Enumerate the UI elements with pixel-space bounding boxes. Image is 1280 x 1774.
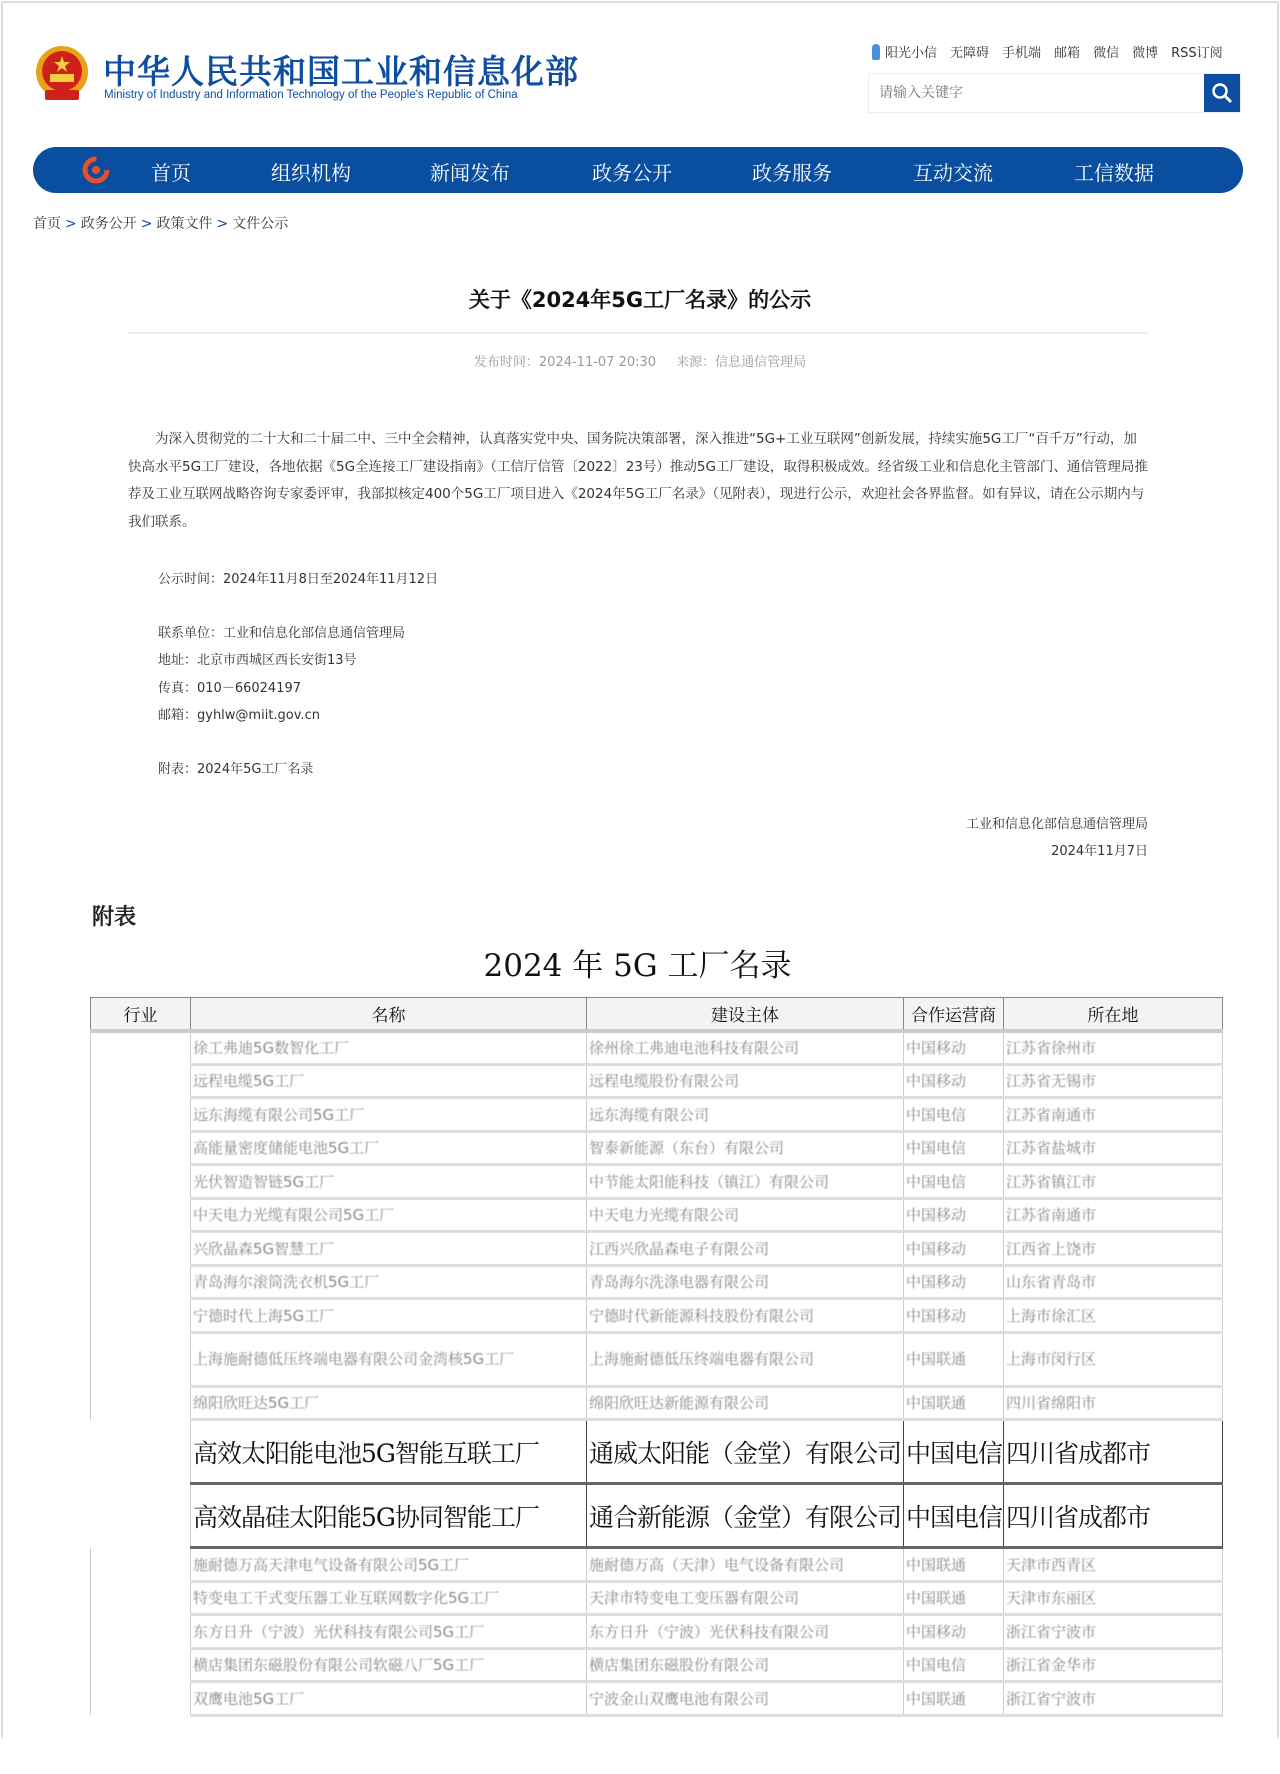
cell-operator: 中国移动 (904, 1232, 1004, 1266)
table-row (91, 1299, 1223, 1333)
cell-location: 四川省成都市 (1004, 1420, 1223, 1484)
cell-name: 施耐德万高天津电气设备有限公司5G工厂 (191, 1548, 587, 1582)
divider (128, 332, 1148, 334)
cell-industry (91, 1648, 191, 1682)
cell-name: 宁德时代上海5G工厂 (191, 1299, 587, 1333)
breadcrumb: 首页 > 政务公开 > 政策文件 > 文件公示 (33, 216, 289, 232)
table-row (91, 1232, 1223, 1266)
cell-builder: 宁波金山双鹰电池有限公司 (587, 1682, 904, 1716)
cell-builder: 中天电力光缆有限公司 (587, 1198, 904, 1232)
table-row (91, 1265, 1223, 1299)
cell-industry (91, 1615, 191, 1649)
sunshine-icon (872, 44, 880, 60)
cell-industry (91, 1232, 191, 1266)
cell-operator: 中国电信 (904, 1131, 1004, 1165)
top-link-sunshine[interactable]: 阳光小信 (885, 46, 938, 61)
cell-builder: 施耐德万高（天津）电气设备有限公司 (587, 1548, 904, 1582)
cell-industry (91, 1131, 191, 1165)
table-row (91, 1031, 1223, 1065)
cell-name: 高效太阳能电池5G智能互联工厂 (191, 1420, 587, 1484)
cell-name: 高能量密度储能电池5G工厂 (191, 1131, 587, 1165)
main-nav (33, 147, 1243, 193)
nav-organization[interactable]: 组织机构 (271, 161, 351, 185)
cell-industry (91, 1484, 191, 1548)
table-row (91, 1332, 1223, 1386)
ministry-logo-icon (81, 155, 111, 185)
nav-home[interactable]: 首页 (151, 161, 191, 185)
breadcrumb-notice[interactable]: 文件公示 (232, 216, 289, 232)
cell-location: 上海市闵行区 (1004, 1332, 1223, 1386)
cell-name: 东方日升（宁波）光伏科技有限公司5G工厂 (191, 1615, 587, 1649)
cell-location: 江苏省无锡市 (1004, 1064, 1223, 1098)
cell-builder: 江西兴欣晶森电子有限公司 (587, 1232, 904, 1266)
contact-unit: 联系单位：工业和信息化部信息通信管理局 (158, 626, 406, 641)
notice-period: 公示时间：2024年11月8日至2024年11月12日 (158, 572, 439, 587)
cell-industry (91, 1420, 191, 1484)
cell-location: 上海市徐汇区 (1004, 1299, 1223, 1333)
cell-location: 四川省成都市 (1004, 1484, 1223, 1548)
cell-name: 光伏智造智链5G工厂 (191, 1165, 587, 1199)
cell-operator: 中国电信 (904, 1484, 1004, 1548)
cell-industry (91, 1332, 191, 1386)
cell-location: 江苏省盐城市 (1004, 1131, 1223, 1165)
header-operator: 合作运营商 (904, 998, 1004, 1031)
cell-industry (91, 1265, 191, 1299)
cell-industry (91, 1031, 191, 1065)
appendix-label: 附表 (92, 905, 137, 930)
cell-operator: 中国移动 (904, 1265, 1004, 1299)
site-subtitle: Ministry of Industry and Information Technology of the People's Republic of China (104, 89, 518, 101)
top-link-weibo[interactable]: 微博 (1132, 46, 1159, 61)
cell-builder: 通合新能源（金堂）有限公司 (587, 1484, 904, 1548)
cell-industry (91, 1198, 191, 1232)
national-emblem-logo (33, 44, 91, 106)
cell-operator: 中国移动 (904, 1198, 1004, 1232)
cell-industry (91, 1581, 191, 1615)
cell-operator: 中国移动 (904, 1299, 1004, 1333)
cell-operator: 中国移动 (904, 1064, 1004, 1098)
search-button[interactable] (1204, 74, 1240, 112)
cell-location: 江苏省镇江市 (1004, 1165, 1223, 1199)
table-row (91, 1615, 1223, 1649)
table-row (91, 1064, 1223, 1098)
table-row (91, 1648, 1223, 1682)
source: 来源：信息通信管理局 (676, 355, 807, 370)
cell-operator: 中国联通 (904, 1548, 1004, 1582)
cell-builder: 通威太阳能（金堂）有限公司 (587, 1420, 904, 1484)
top-link-rss[interactable]: RSS订阅 (1171, 46, 1223, 61)
cell-operator: 中国电信 (904, 1165, 1004, 1199)
cell-operator: 中国电信 (904, 1420, 1004, 1484)
breadcrumb-policy[interactable]: 政策文件 (156, 216, 213, 232)
cell-name: 高效晶硅太阳能5G协同智能工厂 (191, 1484, 587, 1548)
cell-builder: 上海施耐德低压终端电器有限公司 (587, 1332, 904, 1386)
cell-builder: 绵阳欣旺达新能源有限公司 (587, 1386, 904, 1420)
top-link-wechat[interactable]: 微信 (1093, 46, 1120, 61)
cell-location: 天津市西青区 (1004, 1548, 1223, 1582)
table-row (91, 1198, 1223, 1232)
breadcrumb-gov-affairs[interactable]: 政务公开 (80, 216, 137, 232)
cell-location: 江西省上饶市 (1004, 1232, 1223, 1266)
article-meta (0, 351, 1280, 370)
top-link-accessibility[interactable]: 无障碍 (950, 46, 990, 61)
top-links (872, 42, 1223, 61)
cell-name: 徐工弗迪5G数智化工厂 (191, 1031, 587, 1065)
fax: 传真：010－66024197 (158, 681, 301, 696)
cell-location: 四川省绵阳市 (1004, 1386, 1223, 1420)
nav-interaction[interactable]: 互动交流 (913, 161, 993, 185)
search-input[interactable] (869, 74, 1204, 112)
nav-gov-services[interactable]: 政务服务 (752, 161, 832, 185)
top-link-mail[interactable]: 邮箱 (1054, 46, 1081, 61)
breadcrumb-home[interactable]: 首页 (33, 216, 61, 232)
header-location: 所在地 (1004, 998, 1223, 1031)
cell-industry (91, 1165, 191, 1199)
signature-date: 2024年11月7日 (1051, 844, 1148, 859)
cell-operator: 中国电信 (904, 1648, 1004, 1682)
table-row (91, 1548, 1223, 1582)
cell-builder: 宁德时代新能源科技股份有限公司 (587, 1299, 904, 1333)
cell-location: 浙江省宁波市 (1004, 1615, 1223, 1649)
signature: 工业和信息化部信息通信管理局 (965, 817, 1148, 832)
page-bottom (0, 1738, 1280, 1774)
cell-name: 上海施耐德低压终端电器有限公司金湾核5G工厂 (191, 1332, 587, 1386)
cell-operator: 中国移动 (904, 1031, 1004, 1065)
cell-operator: 中国联通 (904, 1682, 1004, 1716)
email: 邮箱：gyhlw@miit.gov.cn (158, 708, 320, 723)
cell-location: 天津市东丽区 (1004, 1581, 1223, 1615)
cell-name: 横店集团东磁股份有限公司软磁八厂5G工厂 (191, 1648, 587, 1682)
cell-builder: 远东海缆有限公司 (587, 1098, 904, 1132)
cell-location: 江苏省南通市 (1004, 1098, 1223, 1132)
cell-industry (91, 1682, 191, 1716)
cell-name: 绵阳欣旺达5G工厂 (191, 1386, 587, 1420)
table-row (91, 1386, 1223, 1420)
cell-operator: 中国联通 (904, 1581, 1004, 1615)
cell-location: 浙江省宁波市 (1004, 1682, 1223, 1716)
cell-builder: 青岛海尔洗涤电器有限公司 (587, 1265, 904, 1299)
publish-time: 发布时间：2024-11-07 20:30 (473, 355, 657, 370)
cell-operator: 中国移动 (904, 1615, 1004, 1649)
nav-data[interactable]: 工信数据 (1074, 161, 1154, 185)
cell-industry (91, 1548, 191, 1582)
article-title: 关于《2024年5G工厂名录》的公示 (468, 288, 812, 312)
cell-name: 特变电工干式变压器工业互联网数字化5G工厂 (191, 1581, 587, 1615)
cell-name: 中天电力光缆有限公司5G工厂 (191, 1198, 587, 1232)
top-link-mobile[interactable]: 手机端 (1002, 46, 1042, 61)
cell-builder: 远程电缆股份有限公司 (587, 1064, 904, 1098)
cell-industry (91, 1299, 191, 1333)
nav-news[interactable]: 新闻发布 (430, 161, 510, 185)
attachment-link[interactable]: 附表：2024年5G工厂名录 (158, 762, 314, 777)
cell-location: 江苏省南通市 (1004, 1198, 1223, 1232)
table-title: 2024 年 5G 工厂名录 (483, 948, 792, 984)
table-row (91, 1682, 1223, 1716)
table-row (91, 1098, 1223, 1132)
search-icon (1211, 82, 1233, 104)
table-row (91, 1484, 1223, 1548)
table-row (91, 1420, 1223, 1484)
search-box (868, 73, 1241, 113)
table-row (91, 1581, 1223, 1615)
cell-operator: 中国联通 (904, 1332, 1004, 1386)
cell-location: 山东省青岛市 (1004, 1265, 1223, 1299)
cell-name: 兴欣晶森5G智慧工厂 (191, 1232, 587, 1266)
article-paragraph: 为深入贯彻党的二十大和二十届二中、三中全会精神，认真落实党中央、国务院决策部署，深入推进“5G+工业互联网”创新发展，持续实施5G工厂“百千万”行动，加快高水平5G工厂建设，各地依据《5G全连接工厂建设指南》（工信厅信管〔2022〕23号）推动5G工厂建设，取得积极成效。经省级工业和信息化主管部门、通信管理局推荐及工业互联网战略咨询专家委评审，我部拟核定400个5G工厂项目进入《2024年5G工厂名录》（见附表），现进行公示，欢迎社会各界监督。如有异议，请在公示期内与我们联系。 (128, 431, 1148, 530)
table-row (91, 1131, 1223, 1165)
cell-location: 浙江省金华市 (1004, 1648, 1223, 1682)
header-industry: 行业 (91, 998, 191, 1031)
header-builder: 建设主体 (587, 998, 904, 1031)
factory-table (90, 997, 1222, 1717)
cell-location: 江苏省徐州市 (1004, 1031, 1223, 1065)
header-name: 名称 (191, 998, 587, 1031)
address: 地址：北京市西城区西长安街13号 (158, 653, 357, 668)
cell-builder: 横店集团东磁股份有限公司 (587, 1648, 904, 1682)
site-title[interactable]: 中华人民共和国工业和信息化部 (103, 52, 579, 91)
nav-gov-affairs[interactable]: 政务公开 (592, 161, 672, 185)
cell-industry (91, 1064, 191, 1098)
cell-industry (91, 1386, 191, 1420)
cell-builder: 天津市特变电工变压器有限公司 (587, 1581, 904, 1615)
cell-builder: 徐州徐工弗迪电池科技有限公司 (587, 1031, 904, 1065)
cell-builder: 智泰新能源（东台）有限公司 (587, 1131, 904, 1165)
cell-builder: 东方日升（宁波）光伏科技有限公司 (587, 1615, 904, 1649)
table-row (91, 1165, 1223, 1199)
cell-name: 远程电缆5G工厂 (191, 1064, 587, 1098)
cell-operator: 中国电信 (904, 1098, 1004, 1132)
cell-name: 青岛海尔滚筒洗衣机5G工厂 (191, 1265, 587, 1299)
cell-builder: 中节能太阳能科技（镇江）有限公司 (587, 1165, 904, 1199)
cell-operator: 中国联通 (904, 1386, 1004, 1420)
cell-industry (91, 1098, 191, 1132)
cell-name: 双鹰电池5G工厂 (191, 1682, 587, 1716)
cell-name: 远东海缆有限公司5G工厂 (191, 1098, 587, 1132)
